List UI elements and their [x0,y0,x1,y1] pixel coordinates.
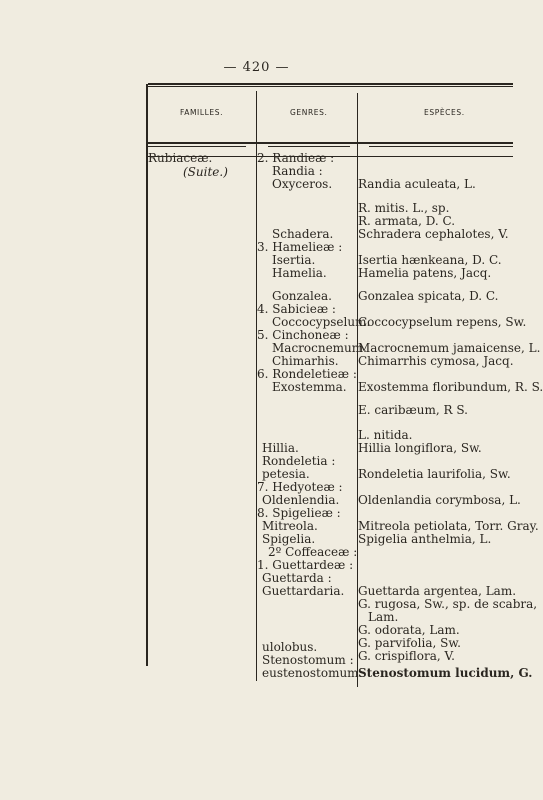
espece-entry: Hillia longiflora, Sw. [358,441,482,455]
genre-entry: Exostemma. [272,380,347,394]
genre-entry: Oxyceros. [272,177,333,191]
famille-suite: (Suite.) [183,165,228,179]
espece-entry: R. mitis. L., sp. [358,201,450,215]
espece-entry: Guettarda argentea, Lam. [358,584,517,598]
genre-entry: Guettarda : [262,571,332,585]
genre-entry: 6. Rondeletieæ : [257,367,357,381]
espece-entry: G. rugosa, Sw., sp. de scabra, [358,597,538,611]
genre-entry: Mitreola. [262,519,318,533]
espece-entry: R. armata, D. C. [358,214,456,228]
header-familles: FAMILLES. [180,108,224,117]
espece-entry: G. parvifolia, Sw. [358,636,461,650]
genre-entry: Rondeletia : [262,454,336,468]
genre-entry: Oldenlendia. [262,493,340,507]
genre-entry: Macrocnemum. [272,341,367,355]
genre-entry: Chimarhis. [272,354,339,368]
genre-entry: Isertia. [272,253,316,267]
genre-entry: Hillia. [262,441,299,455]
genre-entry: Coccocypselum. [272,315,371,329]
page-number: — 420 — [223,60,290,75]
espece-entry: Lam. [368,610,399,624]
header-genres: GENRES. [290,108,328,117]
genre-entry: Stenostomum : [262,653,354,667]
genre-entry: 8. Spigelieæ : [257,506,341,520]
genre-entry: 2. Randieæ : [257,151,335,165]
espece-entry: Mitreola petiolata, Torr. Gray. [358,519,539,533]
espece-entry: Oldenlandia corymbosa, L. [358,493,521,507]
espece-entry: Stenostomum lucidum, G. [358,666,533,680]
genre-entry: petesia. [262,467,310,481]
espece-entry: Hamelia patens, Jacq. [358,266,492,280]
espece-entry: E. caribæum, R S. [358,403,468,417]
espece-entry: Schradera cephalotes, V. [358,227,509,241]
espece-entry: Gonzalea spicata, D. C. [358,289,499,303]
header-especes: ESPÈCES. [424,108,465,117]
espece-entry: Rondeletia laurifolia, Sw. [358,467,511,481]
genre-entry: Schadera. [272,227,334,241]
genre-entry: eustenostomum. [262,666,363,680]
espece-entry: G. crispiflora, V. [358,649,455,663]
espece-entry: Exostemma floribundum, R. S. [358,380,543,394]
genre-entry: 7. Hedyoteæ : [257,480,343,494]
genre-entry: Guettardaria. [262,584,345,598]
genre-entry: 5. Cinchoneæ : [257,328,349,342]
genre-entry: 1. Guettardeæ : [257,558,354,572]
genre-entry: Spigelia. [262,532,316,546]
espece-entry: Isertia hænkeana, D. C. [358,253,502,267]
espece-entry: Macrocnemum jamaicense, L. [358,341,541,355]
genre-entry: ulolobus. [262,640,318,654]
espece-entry: Coccocypselum repens, Sw. [358,315,527,329]
genre-entry: Gonzalea. [272,289,332,303]
genre-entry: 4. Sabicieæ : [257,302,336,316]
genre-entry: Randia : [272,164,323,178]
famille-name: Rubiaceæ. [148,151,213,165]
genre-entry: Hamelia. [272,266,327,280]
genre-entry: 3. Hamelieæ : [257,240,343,254]
genre-entry: 2º Coffeaceæ : [268,545,358,559]
espece-entry: G. odorata, Lam. [358,623,460,637]
espece-entry: Spigelia anthelmia, L. [358,532,492,546]
espece-entry: Chimarrhis cymosa, Jacq. [358,354,514,368]
espece-entry: L. nitida. [358,428,413,442]
espece-entry: Randia aculeata, L. [358,177,476,191]
